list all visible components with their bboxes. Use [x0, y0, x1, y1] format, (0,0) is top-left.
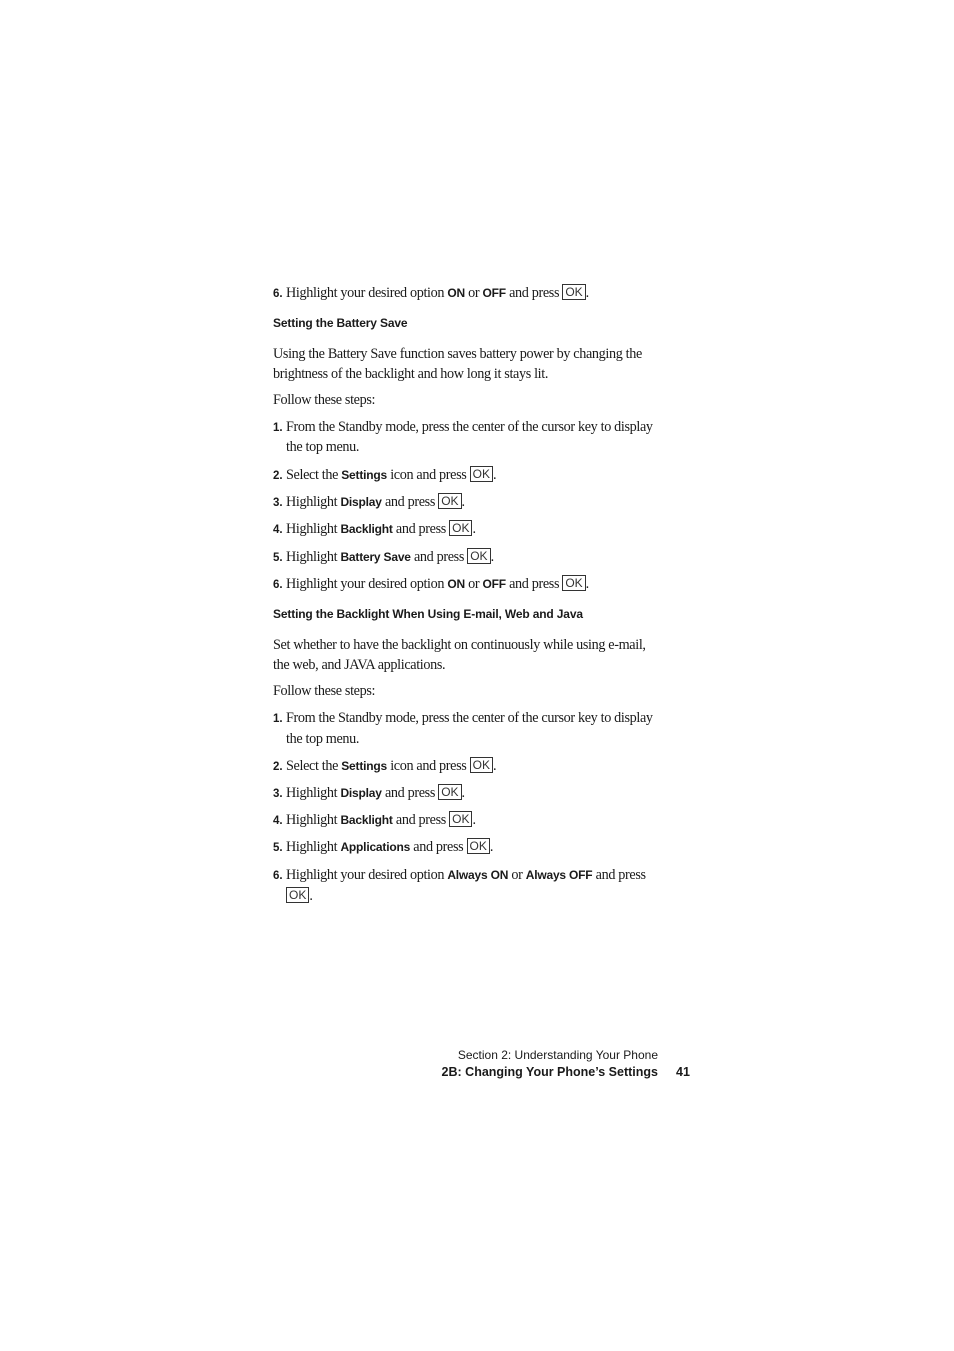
step-number: 3. [273, 788, 283, 800]
step-text: Select the Settings icon and press OK . [286, 467, 497, 483]
step-number: 6. [273, 870, 283, 882]
option-on: ON [447, 286, 465, 300]
ok-key-icon: OK [562, 284, 585, 300]
step-text: Highlight Backlight and press OK . [286, 812, 476, 828]
step-text: Highlight your desired option Always ON or Always OFF and press [286, 867, 646, 883]
step-text: From the Standby mode, press the center of the cursor key to display [286, 710, 653, 726]
step-text: Highlight your desired option ON or OFF and press OK . [286, 285, 589, 301]
menu-backlight: Backlight [340, 522, 393, 536]
option-always-on: Always ON [447, 868, 509, 882]
menu-settings: Settings [341, 468, 387, 482]
step-text: Highlight your desired option ON or OFF and press OK . [286, 576, 589, 592]
option-off: OFF [482, 286, 506, 300]
ok-key-icon: OK [438, 493, 461, 509]
footer-chapter-title: 2B: Changing Your Phone’s Settings [441, 1065, 658, 1079]
ok-key-icon: OK [467, 838, 490, 854]
section-heading-backlight-apps: Setting the Backlight When Using E-mail, Web and Java [273, 607, 583, 621]
ok-key-icon: OK [467, 548, 490, 564]
step-number: 6. [273, 288, 283, 300]
step-text: OK . [286, 887, 313, 905]
ok-key-icon: OK [449, 520, 472, 536]
step-number: 3. [273, 497, 283, 509]
menu-battery-save: Battery Save [340, 550, 411, 564]
menu-backlight: Backlight [340, 813, 393, 827]
step-text: the top menu. [286, 731, 360, 747]
step-text: Highlight Display and press OK . [286, 785, 465, 801]
option-on: ON [447, 577, 465, 591]
intro-text: Set whether to have the backlight on continuously while using e-mail, [273, 637, 646, 653]
step-number: 5. [273, 842, 283, 854]
ok-key-icon: OK [470, 757, 493, 773]
step-text: the top menu. [286, 439, 360, 455]
step-text: From the Standby mode, press the center of the cursor key to display [286, 419, 653, 435]
step-text: Highlight Applications and press OK . [286, 839, 494, 855]
step-number: 4. [273, 815, 283, 827]
ok-key-icon: OK [449, 811, 472, 827]
step-number: 6. [273, 579, 283, 591]
intro-text: brightness of the backlight and how long it stays lit. [273, 366, 549, 382]
step-text: Highlight Battery Save and press OK . [286, 549, 494, 565]
step-number: 2. [273, 470, 283, 482]
ok-key-icon: OK [470, 466, 493, 482]
menu-display: Display [340, 786, 382, 800]
ok-key-icon: OK [286, 887, 309, 903]
follow-steps-label: Follow these steps: [273, 683, 376, 699]
menu-display: Display [340, 495, 382, 509]
page-number: 41 [676, 1065, 690, 1079]
option-off: OFF [482, 577, 506, 591]
step-text: Highlight Backlight and press OK . [286, 521, 476, 537]
menu-settings: Settings [341, 759, 387, 773]
step-text: Select the Settings icon and press OK . [286, 758, 497, 774]
footer-section-title: Section 2: Understanding Your Phone [457, 1048, 658, 1062]
step-number: 1. [273, 713, 283, 725]
step-number: 4. [273, 524, 283, 536]
section-heading-battery-save: Setting the Battery Save [273, 316, 408, 330]
step-text: Highlight Display and press OK . [286, 494, 465, 510]
ok-key-icon: OK [438, 784, 461, 800]
step-number: 5. [273, 552, 283, 564]
follow-steps-label: Follow these steps: [273, 392, 376, 408]
intro-text: Using the Battery Save function saves battery power by changing the [273, 346, 642, 362]
step-number: 2. [273, 761, 283, 773]
intro-text: the web, and JAVA applications. [273, 657, 446, 673]
option-always-off: Always OFF [525, 868, 593, 882]
ok-key-icon: OK [562, 575, 585, 591]
step-number: 1. [273, 422, 283, 434]
menu-applications: Applications [340, 840, 411, 854]
